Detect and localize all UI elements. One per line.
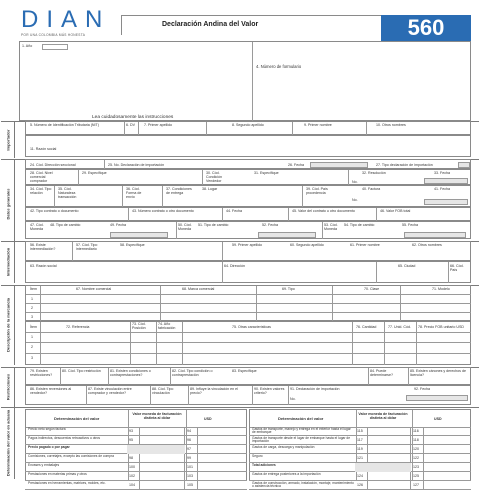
form-number-badge [381, 15, 471, 41]
field-84-label: 84. Puede determinarse? [370, 369, 393, 377]
col-71: 71. Modelo [432, 287, 450, 291]
logo-tagline: POR UNA COLOMBIA MÁS HONESTA [21, 33, 86, 37]
box-number: 119 [357, 447, 363, 451]
field-26-label: 26. Fecha [288, 163, 304, 167]
field-26-input[interactable] [310, 162, 368, 168]
generales-row1 [25, 159, 471, 169]
box-number: 125 [413, 474, 419, 478]
usd-input[interactable] [197, 436, 247, 445]
generales-row3 [25, 185, 471, 207]
value-input[interactable] [139, 427, 185, 436]
usd-input[interactable] [197, 445, 247, 454]
field-80-label: 80. Cód. Tipo restricción [62, 369, 101, 373]
box-number: 118 [413, 438, 419, 442]
field-5-label: 5. Número de Identificación Tributaria (NIT) [30, 123, 99, 127]
value-input[interactable] [139, 463, 185, 472]
row-label: Gastos de entrega posteriores a la importación [252, 471, 321, 476]
field-40-label: 40. Factura [362, 187, 381, 191]
col-moneda-right: Valor moneda de facturación distinta al dólar [358, 412, 408, 420]
col-77: 77. Unid. Cód. [388, 325, 411, 329]
field-ano-input[interactable] [42, 44, 68, 50]
usd-input[interactable] [197, 481, 247, 490]
section-datos-generales-label: Datos generales [1, 159, 15, 249]
field-58-label: 58. Especifique [120, 243, 145, 247]
box-number: 100 [129, 465, 135, 469]
field-62-label: 62. Otros nombres [412, 243, 442, 247]
row-label: Gastos de carga, descarga y manipulación [252, 444, 315, 449]
row-num: 1 [31, 297, 33, 301]
row-label: Gastos de transporte, manejo y entrega en el exterior hasta el lugar de embarque [252, 426, 351, 435]
box-number: 117 [357, 438, 363, 442]
table-row [249, 445, 471, 454]
field-47-label: 47. Cód. Moneda [30, 223, 44, 231]
field-41-label: 41. Fecha [434, 187, 450, 191]
field-28-label: 28. Cód. Nivel comercial comprador [30, 171, 53, 183]
table-row [249, 481, 471, 490]
col-78: 78. Precio FOB unitario USD [418, 325, 464, 329]
usd-input[interactable] [197, 427, 247, 436]
section-valor-label: Determinación del valor en aduana [1, 407, 15, 479]
usd-input[interactable] [197, 472, 247, 481]
field-91-no: No. [290, 397, 296, 401]
col-moneda-left: Valor moneda de facturación distinta al dólar [132, 412, 182, 420]
col-68: 68. Marca comercial [182, 287, 215, 291]
col-74: 74. Año fabricación [158, 322, 176, 330]
table-row [249, 472, 471, 481]
field-91-label: 91. Declaración de importación [290, 387, 340, 391]
usd-input[interactable] [423, 481, 471, 490]
field-49-label: 49. Fecha [110, 223, 126, 227]
usd-input[interactable] [423, 427, 471, 436]
generales-row2 [25, 169, 471, 185]
value-input[interactable] [139, 436, 185, 445]
field-38-label: 38. Lugar [202, 187, 218, 191]
field-33-input[interactable] [424, 178, 468, 184]
mercancia-table2 [25, 321, 471, 365]
field-40-no: No. [352, 198, 358, 202]
row-label: Prestaciones en herramientas, matrices, moldes, etc. [28, 480, 106, 485]
field-82-label: 82. Cód. Tipo condición o contraprestación [172, 369, 213, 377]
table-row [25, 445, 247, 454]
usd-input[interactable] [197, 463, 247, 472]
field-34-label: 34. Cód. Tipo relación [30, 187, 52, 195]
generales-row5 [25, 221, 471, 239]
table-row [25, 463, 247, 472]
field-35-label: 35. Cód. Naturaleza transacción [58, 187, 77, 199]
field-39-label: 39. Cód. País procedencia [306, 187, 328, 195]
field-46-label: 46. Valor FOB total [380, 209, 411, 213]
box-number: 121 [357, 456, 363, 460]
table-row [25, 427, 247, 436]
field-36-label: 36. Cód. Forma de envío [126, 187, 142, 199]
restricciones-row1 [25, 367, 471, 385]
row-num: 2 [31, 345, 33, 349]
field-32-no: No. [352, 180, 358, 184]
field-64-label: 64. Dirección [224, 264, 245, 268]
field-89-label: 89. Influye la vinculación en el precio? [190, 387, 238, 395]
col-72: 72. Referencia [66, 325, 90, 329]
field-48-label: 48. Tipo de cambio [50, 223, 81, 227]
usd-input[interactable] [423, 445, 471, 454]
field-54-label: 54. Tipo de cambio [344, 223, 375, 227]
row-num: 2 [31, 306, 33, 310]
box-number: 98 [129, 456, 133, 460]
field-55-input[interactable] [404, 232, 466, 238]
col-usd-right: USD [434, 417, 442, 421]
field-31-label: 31. Especifique [254, 171, 279, 175]
table-row [249, 427, 471, 436]
usd-input[interactable] [197, 454, 247, 463]
col-67: 67. Nombre comercial [76, 287, 112, 291]
field-9-label: 9. Primer nombre [304, 123, 332, 127]
field-50-label: 50. Cód. Moneda [178, 223, 192, 231]
box-number: 120 [413, 447, 419, 451]
row-num: 1 [31, 335, 33, 339]
field-79-label: 79. Existen restricciones? [30, 369, 53, 377]
form-title: Declaración Andina del Valor [162, 21, 259, 28]
field-37-label: 37. Condiciones de entrega [166, 187, 192, 195]
value-input[interactable] [139, 481, 185, 490]
value-input[interactable] [139, 472, 185, 481]
field-29-label: 29. Especifique [82, 171, 107, 175]
row-num: 3 [31, 356, 33, 360]
box-number: 122 [413, 456, 419, 460]
field-32-label: 32. Resolución [362, 171, 386, 175]
disabled-cell [355, 463, 411, 472]
row-label: Gastos de transporte desde el lugar de embarque hasta el lugar de importación [252, 435, 351, 444]
col-70: 70. Clase [364, 287, 380, 291]
value-input[interactable] [367, 481, 411, 490]
field-25-label: 25. No. Declaración de importación [108, 163, 165, 167]
col-item2: Ítem [30, 325, 37, 329]
table-row [25, 454, 247, 463]
generales-row4 [25, 207, 471, 221]
field-51-label: 51. Tipo de cambio [198, 223, 229, 227]
field-6-label: 6. DV [126, 123, 135, 127]
field-65-label: 65. Ciudad [398, 264, 416, 268]
field-86-label: 86. Existen reversiones al vendedor? [30, 387, 72, 395]
usd-input[interactable] [423, 436, 471, 445]
field-83-label: 83. Especifique [232, 369, 257, 373]
field-33-label: 33. Fecha [434, 171, 450, 175]
section-restricciones-label: Restricciones [1, 367, 15, 407]
form-number: 560 [407, 15, 445, 40]
section-importador-label: Importador [1, 121, 15, 158]
intermediacion-row1 [25, 241, 471, 261]
importador-row2 [25, 135, 471, 157]
box-number: 116 [413, 429, 419, 433]
col-73: 73. Cód. Posición [132, 322, 146, 330]
field-85-label: 85. Existen cánones y derechos de licencia? [410, 369, 466, 377]
usd-input[interactable] [423, 472, 471, 481]
col-det-left: Determinación del valor [54, 416, 100, 421]
disabled-cell [127, 445, 185, 454]
value-input[interactable] [367, 436, 411, 445]
field-30-label: 30. Cód. Condición Vendedor [206, 171, 222, 183]
col-usd-left: USD [204, 417, 212, 421]
restricciones-row2 [25, 385, 471, 405]
col-75: 75. Otras características [232, 325, 271, 329]
row-label: Envases y embalajes [28, 462, 60, 467]
field-90-label: 90. Existen valores criterio? [254, 387, 285, 395]
box-number: 115 [357, 429, 363, 433]
box-number: 95 [129, 438, 133, 442]
field-92-input[interactable] [406, 395, 468, 401]
value-input[interactable] [367, 454, 411, 463]
box-number: 126 [357, 483, 363, 487]
table-row [25, 472, 247, 481]
field-7-label: 7. Primer apellido [144, 123, 172, 127]
dian-logo [21, 7, 117, 37]
field-81-label: 81. Existen condiciones o contraprestaciones? [110, 369, 151, 377]
logo-text: DIAN [21, 6, 111, 33]
header-title-box [121, 15, 383, 35]
box-number: 101 [187, 465, 193, 469]
col-det-right: Determinación del valor [278, 416, 324, 421]
mercancia-table1 [25, 285, 471, 321]
field-61-label: 61. Primer nombre [350, 243, 380, 247]
row-label: Precio neto según factura [28, 426, 66, 431]
row-num: 3 [31, 315, 33, 319]
field-60-label: 60. Segundo apellido [290, 243, 324, 247]
field-52-input[interactable] [258, 232, 316, 238]
table-row [25, 436, 247, 445]
field-52-label: 52. Fecha [262, 223, 278, 227]
row-label: Total adiciones [252, 462, 276, 467]
box-number: 97 [187, 447, 191, 451]
value-input[interactable] [367, 445, 411, 454]
field-92-label: 92. Fecha [414, 387, 430, 391]
field-11-label: 11. Razón social [30, 147, 57, 151]
field-63-label: 63. Razón social [30, 264, 57, 268]
intermediacion-row2 [25, 261, 471, 283]
field-41-input[interactable] [424, 199, 468, 205]
field-45-label: 45. Valor del contrato u otro documento [292, 209, 355, 213]
field-27-input[interactable] [458, 162, 470, 168]
field-59-label: 59. Primer apellido [232, 243, 262, 247]
box-number: 96 [187, 438, 191, 442]
row-label: Seguro [252, 453, 263, 458]
field-66-label: 66. Cód. País [450, 264, 464, 272]
field-8-label: 8. Segundo apellido [232, 123, 264, 127]
field-numero-formulario-label: 4. Número de formulario [256, 64, 302, 69]
box-number: 103 [187, 474, 193, 478]
value-input[interactable] [139, 454, 185, 463]
box-number: 123 [413, 465, 419, 469]
row-label: Precio pagado o por pagar [28, 444, 70, 449]
field-87-label: 87. Existe vinculación entre comprador y vendedor? [88, 387, 132, 395]
box-number: 93 [129, 429, 133, 433]
row-label: Pagos indirectos, descuentos retroactivos u otros [28, 435, 101, 440]
box-number: 102 [129, 474, 135, 478]
table-row [249, 436, 471, 445]
field-ano-label: 1. Año [22, 44, 33, 48]
usd-input[interactable] [423, 454, 471, 463]
value-input[interactable] [367, 472, 411, 481]
box-number: 99 [187, 456, 191, 460]
value-input[interactable] [367, 427, 411, 436]
row-label: Prestaciones en materias primas y otros [28, 471, 87, 476]
section-mercancia-label: Descripción de la mercancía [1, 285, 15, 365]
importador-row1 [25, 121, 471, 135]
section-intermediacion-label: Intermediación [1, 241, 15, 283]
table-row [249, 463, 471, 472]
usd-input[interactable] [423, 463, 471, 472]
field-27-label: 27. Tipo declaración de importación [376, 163, 433, 167]
box-number: 105 [187, 483, 193, 487]
table-row [25, 481, 247, 490]
top-block [19, 41, 471, 121]
form-page [1, 1, 479, 489]
col-76: 76. Cantidad [356, 325, 377, 329]
field-53-label: 53. Cód. Moneda [324, 223, 338, 231]
field-24-label: 24. Cód. Dirección seccional [30, 163, 76, 167]
col-item: Ítem [30, 287, 37, 291]
table-row [249, 454, 471, 463]
field-88-label: 88. Cód. Tipo vinculación [152, 387, 174, 395]
field-55-label: 55. Fecha [402, 223, 418, 227]
field-10-label: 10. Otros nombres [376, 123, 406, 127]
field-49-input[interactable] [110, 232, 168, 238]
instructions-text: Lea cuidadosamente las instrucciones [92, 115, 174, 120]
box-number: 124 [357, 474, 363, 478]
row-label: Comisiones, corretajes, excepto las comisiones de compra [28, 453, 114, 458]
box-number: 127 [413, 483, 419, 487]
col-69: 69. Tipo [282, 287, 295, 291]
field-57-label: 57. Cód. Tipo intermediario [76, 243, 98, 251]
box-number: 94 [187, 429, 191, 433]
field-56-label: 56. Existe intermediación? [30, 243, 56, 251]
field-44-label: 44. Fecha [226, 209, 242, 213]
field-42-label: 42. Tipo contrato o documento [30, 209, 79, 213]
field-43-label: 43. Número contrato o otro documento [132, 209, 194, 213]
box-number: 104 [129, 483, 135, 487]
row-label: Gastos de construcción, armado, instalación, montaje, mantenimiento o asistencia técnica [252, 480, 354, 489]
